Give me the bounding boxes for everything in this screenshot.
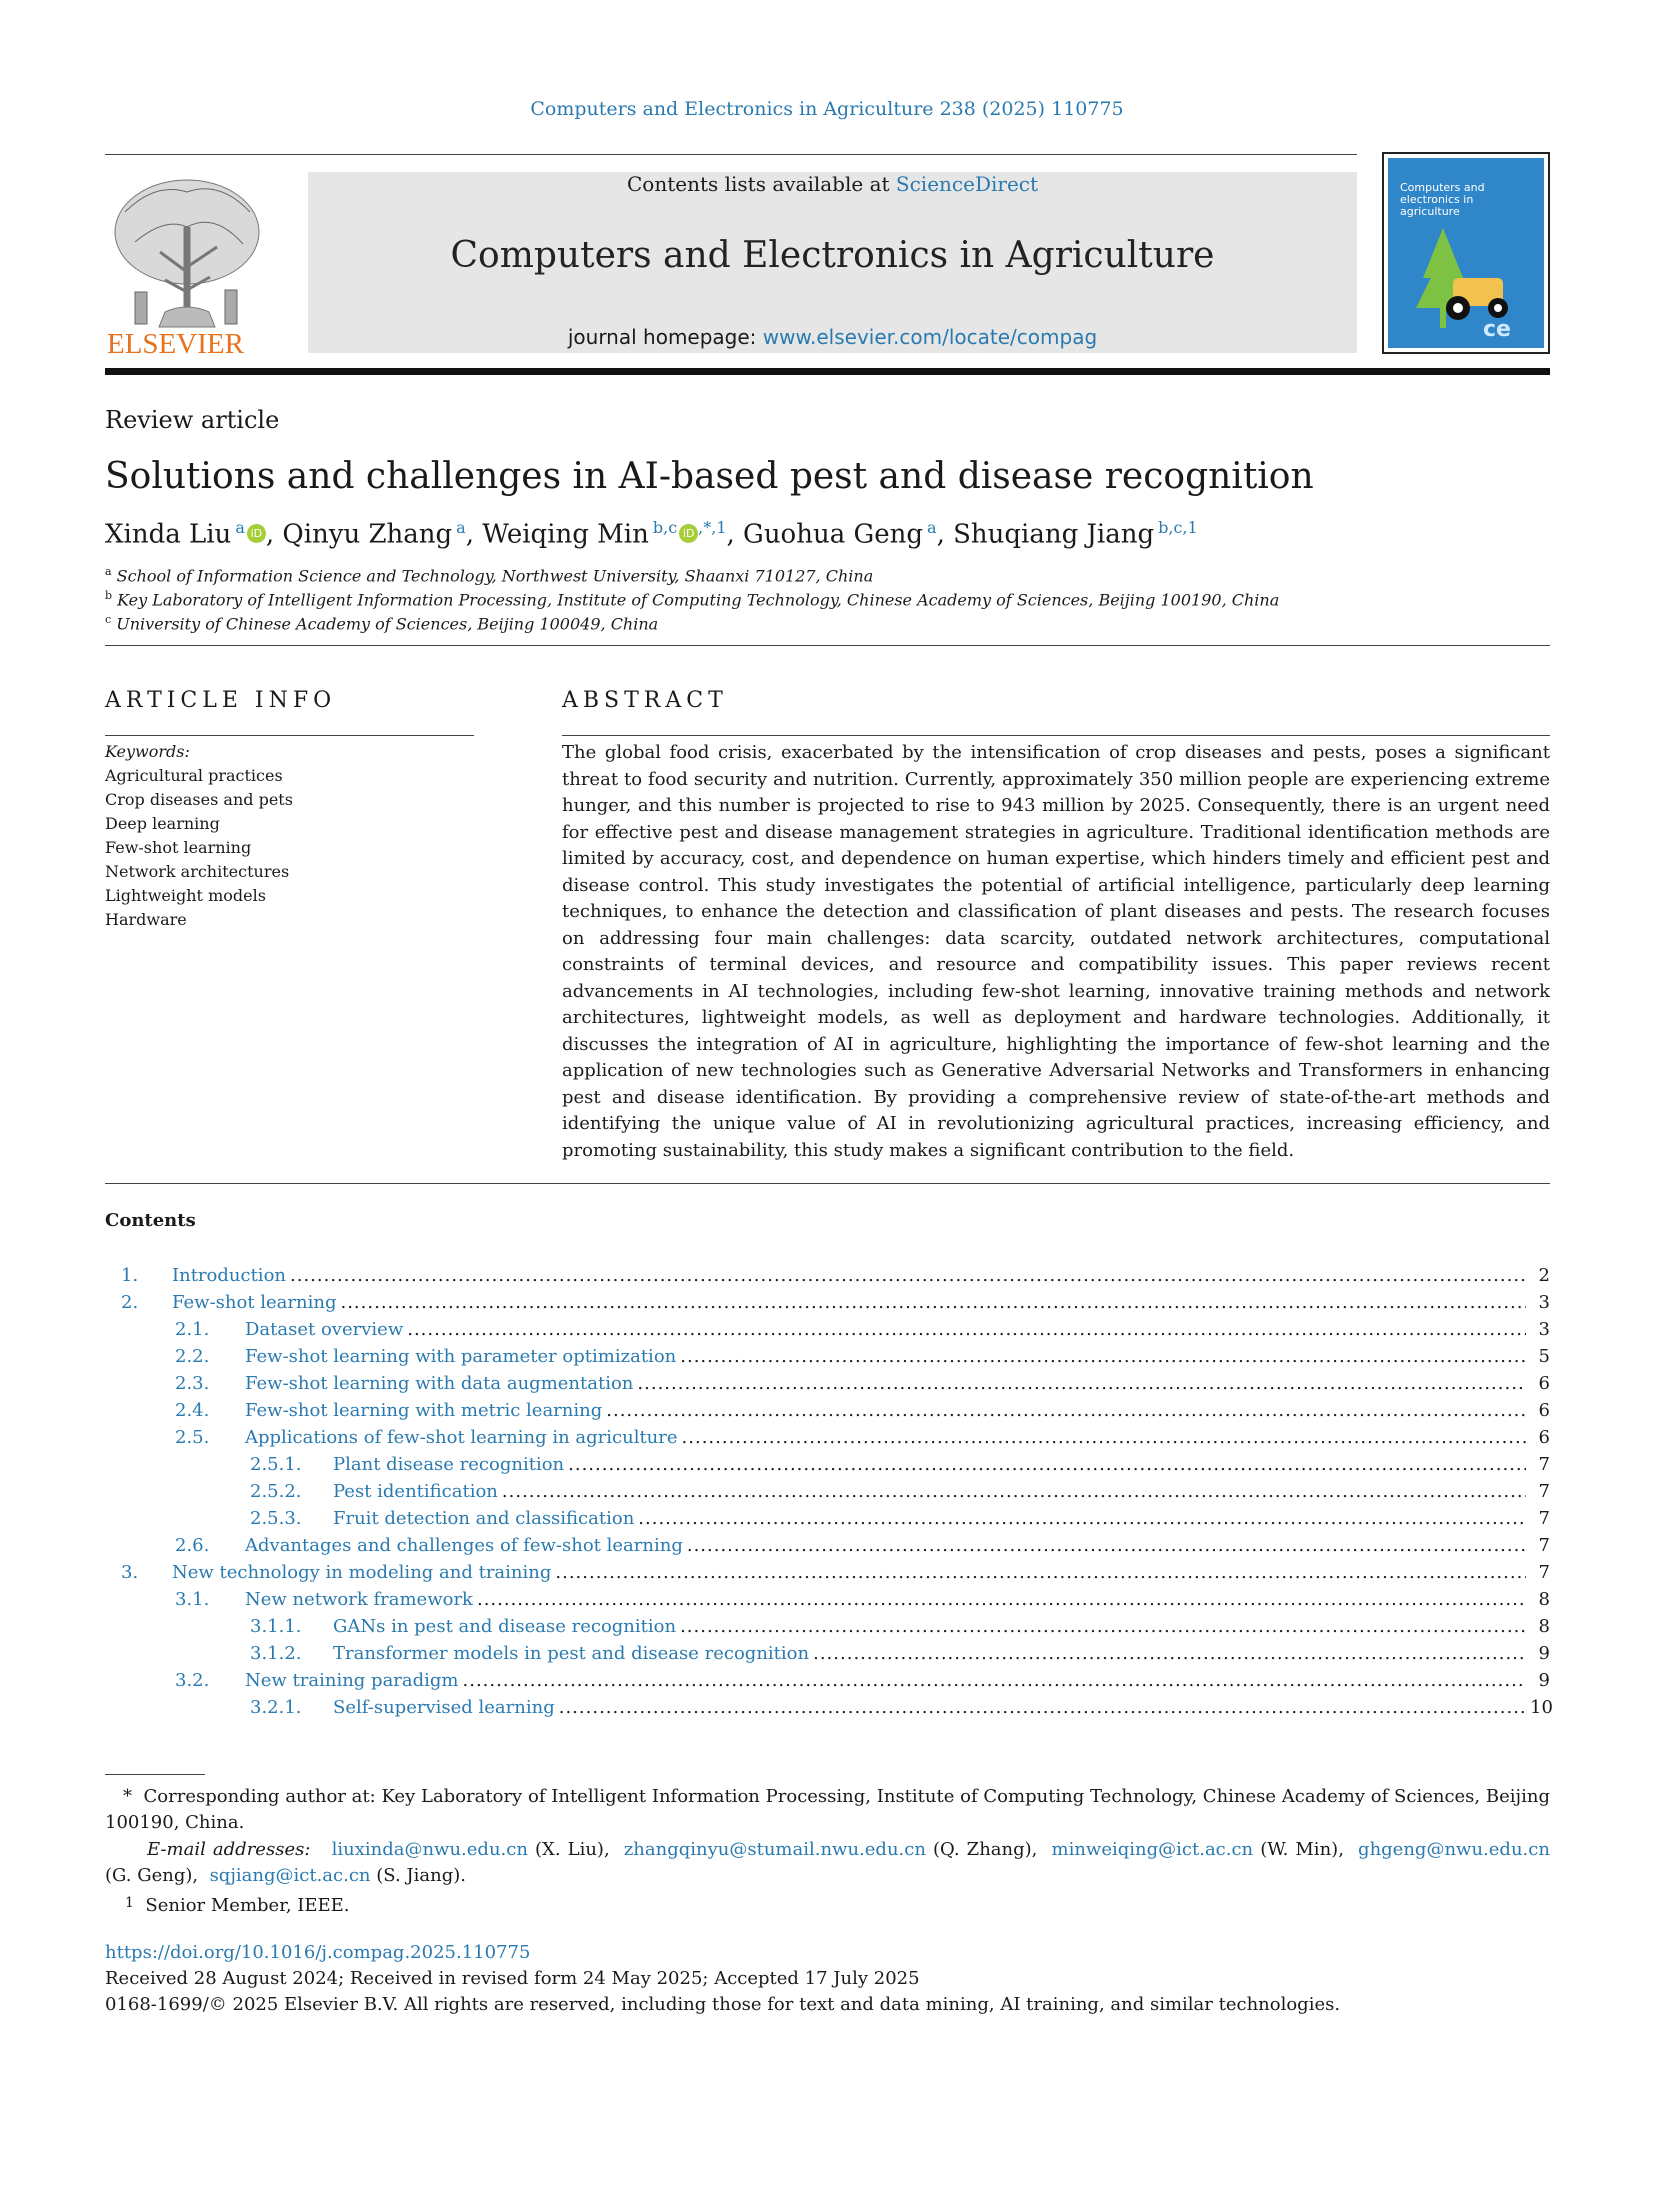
author-name[interactable]: Shuqiang Jiang bbox=[953, 519, 1155, 550]
author-affiliation-mark[interactable]: b,c bbox=[652, 518, 678, 537]
toc-leader-dots bbox=[638, 1505, 1526, 1532]
toc-entry[interactable] bbox=[105, 1370, 1550, 1397]
keyword: Hardware bbox=[105, 910, 187, 929]
toc-title-link[interactable]: Fruit detection and classification bbox=[333, 1508, 635, 1529]
toc-number[interactable]: 2.5.3. bbox=[250, 1508, 302, 1529]
toc-page-number: 2 bbox=[1538, 1265, 1550, 1286]
cover-artwork-icon bbox=[1388, 158, 1544, 348]
toc-leader-dots bbox=[568, 1451, 1526, 1478]
copyright-line: 0168-1699/© 2025 Elsevier B.V. All rights are reserved, including those for text and data mining, AI training, and similar technologies. bbox=[105, 1994, 1341, 2015]
author-affiliation-mark[interactable]: a bbox=[235, 518, 245, 537]
abstract-rule bbox=[562, 735, 1550, 736]
author-name[interactable]: Weiqing Min bbox=[482, 519, 649, 550]
article-type: Review article bbox=[105, 406, 280, 434]
toc-title-link[interactable]: Dataset overview bbox=[245, 1319, 404, 1340]
author-affiliation-mark[interactable]: a bbox=[927, 518, 937, 537]
toc-entry[interactable] bbox=[105, 1316, 1550, 1343]
email-owner: (S. Jiang). bbox=[376, 1865, 466, 1886]
abstract-text: The global food crisis, exacerbated by the intensification of crop diseases and pests, poses a significant threat to food security and nutrition. Currently, approximately 350 million people are experiencing extreme hunger, and this number is projected to rise to 943 million by 2025. Consequently, there is an urgent need for effective pest and disease management strategies in agriculture. Traditional identification methods are limited by accuracy, cost, and dependence on human expertise, which hinders timely and efficient pest and disease control. This study investigates the potential of artificial intelligence, particularly deep learning techniques, to enhance the detection and classification of plant diseases and pests. The research focuses on addressing four main challenges: data scarcity, outdated network architectures, computational constraints of terminal devices, and resource and compatibility issues. This paper reviews recent advancements in AI technologies, including few-shot learning, innovative training methods and network architectures, lightweight models, as well as deployment and hardware technologies. Additionally, it discusses the integration of AI in agriculture, highlighting the importance of few-shot learning and the application of new technologies such as Generative Adversarial Networks and Transformers in enhancing pest and disease identification. By providing a comprehensive review of state-of-the-art methods and identifying the unique value of AI in revolutionizing agricultural practices, increasing efficiency, and promoting sustainability, this study makes a significant contribution to the field. bbox=[562, 742, 1550, 1161]
toc-leader-dots bbox=[407, 1316, 1526, 1343]
toc-number[interactable]: 3.2. bbox=[175, 1670, 210, 1691]
email-owner: (Q. Zhang) bbox=[933, 1839, 1032, 1860]
keyword: Lightweight models bbox=[105, 886, 266, 905]
toc-title-link[interactable]: Few-shot learning with metric learning bbox=[245, 1400, 603, 1421]
keyword: Network architectures bbox=[105, 862, 290, 881]
toc-title-link[interactable]: Few-shot learning bbox=[172, 1292, 337, 1313]
email-owner: (W. Min) bbox=[1260, 1839, 1339, 1860]
contents-available bbox=[308, 172, 1357, 196]
toc-title-link[interactable]: Self-supervised learning bbox=[333, 1697, 555, 1718]
contents-prefix: Contents lists available at bbox=[626, 172, 896, 196]
toc-page-number: 6 bbox=[1538, 1373, 1550, 1394]
orcid-icon[interactable]: iD bbox=[247, 524, 266, 543]
article-info-heading: ARTICLE INFO bbox=[105, 688, 337, 713]
toc-page-number: 3 bbox=[1538, 1319, 1550, 1340]
toc-page-number: 7 bbox=[1538, 1454, 1550, 1475]
keyword: Crop diseases and pets bbox=[105, 790, 293, 809]
affiliation-text: School of Information Science and Technology, Northwest University, Shaanxi 710127, China bbox=[116, 566, 874, 586]
toc-title-link[interactable]: GANs in pest and disease recognition bbox=[333, 1616, 677, 1637]
email-link[interactable]: liuxinda@nwu.edu.cn bbox=[331, 1839, 528, 1860]
toc-number[interactable]: 2.5.1. bbox=[250, 1454, 302, 1475]
author-note-mark[interactable]: ,*,1 bbox=[698, 518, 727, 537]
affiliation-mark: c bbox=[105, 613, 112, 626]
email-owner: (X. Liu) bbox=[535, 1839, 604, 1860]
author-affiliation-mark[interactable]: b,c,1 bbox=[1158, 518, 1198, 537]
sciencedirect-link[interactable]: ScienceDirect bbox=[895, 172, 1039, 196]
author-affiliation-mark[interactable]: a bbox=[456, 518, 466, 537]
affiliation-c bbox=[105, 613, 658, 633]
toc-leader-dots bbox=[463, 1667, 1526, 1694]
toc-page-number: 5 bbox=[1538, 1346, 1550, 1367]
toc-leader-dots bbox=[687, 1532, 1526, 1559]
corresponding-text: Corresponding author at: Key Laboratory of Intelligent Information Processing, Institute of Computing Technology, Chinese Academy of Sciences, Beijing 100190, China. bbox=[105, 1786, 1550, 1833]
orcid-icon[interactable]: iD bbox=[679, 524, 698, 543]
toc-number[interactable]: 3.1.2. bbox=[250, 1643, 302, 1664]
journal-title[interactable]: Computers and Electronics in Agriculture bbox=[450, 235, 1215, 276]
toc-entry[interactable] bbox=[105, 1586, 1550, 1613]
toc-page-number: 8 bbox=[1538, 1616, 1550, 1637]
dates-line: Received 28 August 2024; Received in revised form 24 May 2025; Accepted 17 July 2025 bbox=[105, 1968, 920, 1989]
toc-leader-dots bbox=[340, 1289, 1526, 1316]
toc-title-link[interactable]: Introduction bbox=[172, 1265, 286, 1286]
toc-page-number: 6 bbox=[1538, 1400, 1550, 1421]
toc-page-number: 9 bbox=[1538, 1643, 1550, 1664]
doi-link[interactable]: https://doi.org/10.1016/j.compag.2025.110775 bbox=[105, 1942, 531, 1963]
journal-homepage bbox=[308, 325, 1357, 349]
corresponding-footnote bbox=[105, 1784, 1550, 1836]
email-link[interactable]: sqjiang@ict.ac.cn bbox=[209, 1865, 371, 1886]
toc-entry[interactable] bbox=[105, 1397, 1550, 1424]
toc-page-number: 7 bbox=[1538, 1562, 1550, 1583]
toc-entry[interactable] bbox=[105, 1559, 1550, 1586]
affiliation-mark: b bbox=[105, 589, 113, 602]
toc-title-link[interactable]: Pest identification bbox=[333, 1481, 498, 1502]
author-name[interactable]: Qinyu Zhang bbox=[282, 519, 453, 550]
section-rule bbox=[105, 645, 1550, 646]
toc-leader-dots bbox=[290, 1262, 1526, 1289]
affiliation-a bbox=[105, 565, 873, 585]
email-label: E-mail addresses: bbox=[147, 1839, 311, 1860]
toc-leader-dots bbox=[477, 1586, 1526, 1613]
toc-leader-dots bbox=[682, 1424, 1526, 1451]
toc-page-number: 6 bbox=[1538, 1427, 1550, 1448]
toc-number[interactable]: 3.2.1. bbox=[250, 1697, 302, 1718]
keyword: Agricultural practices bbox=[105, 766, 283, 785]
toc-entry[interactable] bbox=[105, 1640, 1550, 1667]
toc-entry[interactable] bbox=[105, 1505, 1550, 1532]
author-separator: , bbox=[936, 519, 954, 550]
toc-title-link[interactable]: New network framework bbox=[245, 1589, 473, 1610]
elsevier-logo[interactable] bbox=[105, 172, 270, 357]
toc-number[interactable]: 1. bbox=[121, 1265, 139, 1286]
toc-title-link[interactable]: Applications of few-shot learning in agriculture bbox=[245, 1427, 678, 1448]
footnote-mark: * bbox=[123, 1786, 132, 1807]
journal-banner bbox=[308, 172, 1357, 353]
toc-number[interactable]: 2. bbox=[121, 1292, 139, 1313]
section-rule bbox=[105, 1183, 1550, 1184]
cover-image bbox=[1388, 158, 1544, 348]
toc-number[interactable]: 2.1. bbox=[175, 1319, 210, 1340]
member-text: Senior Member, IEEE. bbox=[145, 1895, 350, 1916]
keywords-block bbox=[105, 740, 293, 932]
toc-title-link[interactable]: Transformer models in pest and disease recognition bbox=[333, 1643, 810, 1664]
homepage-link[interactable]: www.elsevier.com/locate/compag bbox=[762, 325, 1098, 349]
email-link[interactable]: zhangqinyu@stumail.nwu.edu.cn bbox=[623, 1839, 926, 1860]
svg-text:ce: ce bbox=[1483, 317, 1511, 342]
toc-leader-dots bbox=[680, 1343, 1526, 1370]
logo-text: ELSEVIER bbox=[107, 328, 244, 357]
toc-number[interactable]: 2.5.2. bbox=[250, 1481, 302, 1502]
toc-leader-dots bbox=[680, 1613, 1526, 1640]
toc-number[interactable]: 2.3. bbox=[175, 1373, 210, 1394]
journal-reference[interactable]: Computers and Electronics in Agriculture 238 (2025) 110775 bbox=[530, 98, 1124, 120]
email-link[interactable]: ghgeng@nwu.edu.cn bbox=[1358, 1839, 1550, 1860]
keyword: Few-shot learning bbox=[105, 838, 252, 857]
journal-cover-thumbnail[interactable] bbox=[1382, 152, 1550, 354]
elsevier-tree-icon bbox=[105, 172, 270, 357]
email-footnote: E-mail addresses: liuxinda@nwu.edu.cn (X. Liu), zhangqinyu@stumail.nwu.edu.cn (Q. Zhang), minweiqing@ict.ac.cn (W. Min), ghgeng@nwu.edu.cn (G. Geng), sqjiang@ict.ac.cn (S. Jiang). bbox=[105, 1839, 1550, 1886]
toc-leader-dots bbox=[502, 1478, 1526, 1505]
toc-number[interactable]: 3. bbox=[121, 1562, 139, 1583]
toc-entry[interactable] bbox=[105, 1289, 1550, 1316]
toc-leader-dots bbox=[606, 1397, 1526, 1424]
footnote-rule bbox=[105, 1774, 205, 1775]
toc-number[interactable]: 2.4. bbox=[175, 1400, 210, 1421]
toc-entry[interactable] bbox=[105, 1613, 1550, 1640]
toc-entry[interactable] bbox=[105, 1667, 1550, 1694]
toc-entry[interactable] bbox=[105, 1694, 1553, 1721]
contents-heading: Contents bbox=[105, 1210, 196, 1231]
toc-number[interactable]: 3.1.1. bbox=[250, 1616, 302, 1637]
toc-leader-dots bbox=[813, 1640, 1526, 1667]
toc-leader-dots bbox=[555, 1559, 1526, 1586]
abstract-heading: ABSTRACT bbox=[562, 688, 728, 713]
homepage-prefix: journal homepage: bbox=[567, 325, 763, 349]
toc-page-number: 9 bbox=[1538, 1670, 1550, 1691]
toc-leader-dots bbox=[559, 1694, 1526, 1721]
toc-entry[interactable] bbox=[105, 1262, 1550, 1289]
toc-number[interactable]: 3.1. bbox=[175, 1589, 210, 1610]
email-link[interactable]: minweiqing@ict.ac.cn bbox=[1051, 1839, 1254, 1860]
member-footnote bbox=[105, 1890, 1550, 1919]
toc-number[interactable]: 2.6. bbox=[175, 1535, 210, 1556]
author-name[interactable]: Xinda Liu bbox=[105, 519, 232, 550]
cover-title: Computers and electronics in agriculture bbox=[1400, 181, 1485, 218]
keywords-rule bbox=[105, 735, 474, 736]
author-separator: , bbox=[265, 519, 283, 550]
toc-title-link[interactable]: New training paradigm bbox=[245, 1670, 459, 1691]
toc-entry[interactable] bbox=[105, 1424, 1550, 1451]
toc-entry[interactable] bbox=[105, 1478, 1550, 1505]
toc-number[interactable]: 2.2. bbox=[175, 1346, 210, 1367]
affiliation-text: University of Chinese Academy of Sciences, Beijing 100049, China bbox=[116, 614, 659, 634]
footnote-mark: 1 bbox=[125, 1895, 134, 1911]
author-separator: , bbox=[726, 519, 744, 550]
header-thick-rule bbox=[105, 368, 1550, 375]
email-owner: (G. Geng) bbox=[105, 1865, 193, 1886]
keyword: Deep learning bbox=[105, 814, 220, 833]
toc-page-number: 7 bbox=[1538, 1508, 1550, 1529]
toc-number[interactable]: 2.5. bbox=[175, 1427, 210, 1448]
author-list bbox=[105, 518, 1198, 550]
affiliation-text: Key Laboratory of Intelligent Information Processing, Institute of Computing Technology, Chinese Academy of Sciences, Beijing 100190, China bbox=[117, 590, 1280, 610]
toc-title-link[interactable]: New technology in modeling and training bbox=[172, 1562, 552, 1583]
toc-entry[interactable] bbox=[105, 1451, 1550, 1478]
toc-title-link[interactable]: Advantages and challenges of few-shot learning bbox=[245, 1535, 683, 1556]
affiliation-b bbox=[105, 589, 1279, 609]
toc-title-link[interactable]: Few-shot learning with data augmentation bbox=[245, 1373, 634, 1394]
author-separator: , bbox=[465, 519, 483, 550]
toc-page-number: 10 bbox=[1530, 1697, 1553, 1718]
article-title: Solutions and challenges in AI-based pest and disease recognition bbox=[105, 456, 1314, 497]
toc-entry[interactable] bbox=[105, 1532, 1550, 1559]
affiliation-mark: a bbox=[105, 565, 112, 578]
toc-page-number: 8 bbox=[1538, 1589, 1550, 1610]
toc-title-link[interactable]: Plant disease recognition bbox=[333, 1454, 565, 1475]
toc-leader-dots bbox=[637, 1370, 1526, 1397]
header-rule bbox=[105, 154, 1357, 155]
toc-title-link[interactable]: Few-shot learning with parameter optimization bbox=[245, 1346, 677, 1367]
toc-page-number: 3 bbox=[1538, 1292, 1550, 1313]
author-name[interactable]: Guohua Geng bbox=[743, 519, 924, 550]
toc-page-number: 7 bbox=[1538, 1481, 1550, 1502]
keywords-label: Keywords: bbox=[105, 742, 190, 761]
toc-page-number: 7 bbox=[1538, 1535, 1550, 1556]
toc-entry[interactable] bbox=[105, 1343, 1550, 1370]
